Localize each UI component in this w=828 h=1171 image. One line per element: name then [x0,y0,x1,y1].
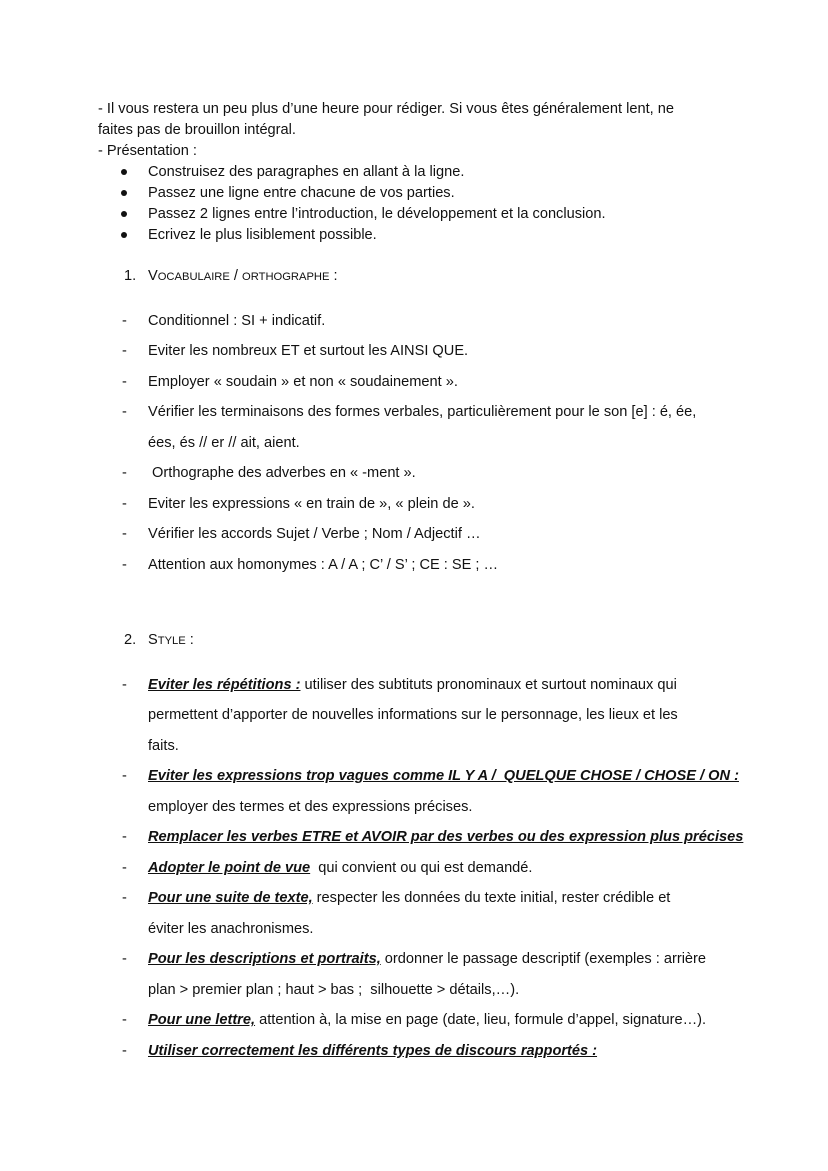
dash-marker: - [122,951,127,967]
intro-line-1: - Il vous restera un peu plus d’une heure pour rédiger. Si vous êtes généralement lent, ne [98,101,674,117]
presentation-heading: - Présentation : [98,143,197,159]
section-1-number: 1. [124,268,137,284]
dash-marker: - [122,526,127,542]
dash-marker: - [122,557,127,573]
list-item: Eviter les répétitions : utiliser des subtituts pronominaux et surtout nominaux qui [148,677,677,693]
list-item: Pour une lettre, attention à, la mise en page (date, lieu, formule d’appel, signature…). [148,1012,707,1028]
list-item: Eviter les expressions « en train de », « plein de ». [148,496,475,512]
list-item: Utiliser correctement les différents types de discours rapportés : [148,1043,598,1059]
dash-marker: - [122,677,127,693]
dash-marker: - [122,1012,127,1028]
dash-marker: - [122,860,127,876]
dash-marker: - [122,829,127,845]
intro-line-2: faites pas de brouillon intégral. [98,122,296,138]
bullet-item: Ecrivez le plus lisiblement possible. [148,227,377,243]
dash-marker: - [122,1043,127,1059]
dash-marker: - [122,465,127,481]
list-item: Adopter le point de vue qui convient ou qui est demandé. [148,860,533,876]
bullet-icon [121,190,127,196]
dash-marker: - [122,496,127,512]
list-item: Vérifier les accords Sujet / Verbe ; Nom / Adjectif … [148,526,481,542]
list-item: Vérifier les terminaisons des formes verbales, particulièrement pour le son [e] : é, ée, [148,404,697,420]
list-item-continuation: éviter les anachronismes. [148,921,314,937]
bullet-icon [121,232,127,238]
dash-marker: - [122,768,127,784]
list-item: Remplacer les verbes ETRE et AVOIR par des verbes ou des expression plus précises [148,829,744,845]
list-item: Eviter les nombreux ET et surtout les AINSI QUE. [148,343,469,359]
dash-marker: - [122,313,127,329]
list-item: Orthographe des adverbes en « -ment ». [148,465,416,481]
dash-marker: - [122,404,127,420]
bullet-icon [121,211,127,217]
list-item: Conditionnel : SI + indicatif. [148,313,326,329]
list-item: Eviter les expressions trop vagues comme IL Y A / QUELQUE CHOSE / CHOSE / ON : [148,768,739,784]
bullet-item: Passez une ligne entre chacune de vos parties. [148,185,455,201]
dash-marker: - [122,374,127,390]
bullet-item: Construisez des paragraphes en allant à la ligne. [148,164,465,180]
list-item-continuation: faits. [148,738,179,754]
list-item: Attention aux homonymes : A / A ; C’ / S’ ; CE : SE ; … [148,557,499,573]
section-1-title: VOCABULAIRE / ORTHOGRAPHE : [148,268,338,284]
dash-marker: - [122,343,127,359]
list-item: Pour les descriptions et portraits, ordonner le passage descriptif (exemples : arrière [148,951,707,967]
list-item-continuation: ées, és // er // ait, aient. [148,435,300,451]
section-2-title: STYLE : [148,632,194,648]
bullet-icon [121,169,127,175]
dash-marker: - [122,890,127,906]
list-item-continuation: employer des termes et des expressions précises. [148,799,473,815]
section-2-number: 2. [124,632,137,648]
list-item: Employer « soudain » et non « soudainement ». [148,374,458,390]
list-item-continuation: permettent d’apporter de nouvelles informations sur le personnage, les lieux et les [148,707,678,723]
list-item: Pour une suite de texte, respecter les données du texte initial, rester crédible et [148,890,671,906]
list-item-continuation: plan > premier plan ; haut > bas ; silhouette > détails,…). [148,982,520,998]
bullet-item: Passez 2 lignes entre l’introduction, le développement et la conclusion. [148,206,606,222]
